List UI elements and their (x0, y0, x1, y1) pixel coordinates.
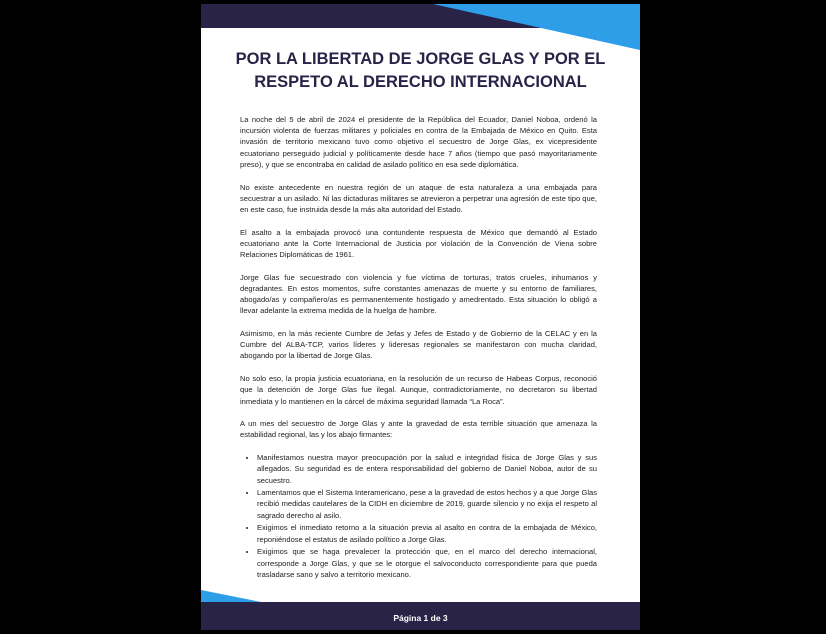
paragraph: El asalto a la embajada provocó una contundente respuesta de México que demandó al Estado ecuatoriano ante la Corte Internacional de Justicia por violación de la Convención de Viena sobre Relaciones Diplomáticas de 1961. (240, 227, 597, 260)
page-number: Página 1 de 3 (393, 613, 448, 623)
list-item: • Manifestamos nuestra mayor preocupación por la salud e integridad física de Jorge Glas y sus allegados. Su seguridad es de entera responsabilidad del gobierno de Daniel Noboa, autor de su secuestro. (257, 452, 597, 486)
document-title: POR LA LIBERTAD DE JORGE GLAS Y POR EL RESPETO AL DERECHO INTERNACIONAL (235, 50, 606, 91)
document-page (201, 4, 640, 630)
list-item: • Lamentamos que el Sistema Interamericano, pese a la gravedad de estos hechos y a que Jorge Glas recibió medidas cautelares de la CIDH en diciembre de 2019, guarde silencio y no exija el respeto al sagrado derecho al asilo. (257, 487, 597, 521)
paragraph: No solo eso, la propia justicia ecuatoriana, en la resolución de un recurso de Habeas Corpus, reconoció que la detención de Jorge Glas fue ilegal. Aunque, contradictoriamente, no decretaron su libertad inmediata y lo mantienen en la cárcel de máxima seguridad llamada “La Roca”. (240, 374, 597, 406)
paragraph: Jorge Glas fue secuestrado con violencia y fue víctima de torturas, tratos crueles, inhumanos y degradantes. En estos momentos, sufre constantes amenazas de muerte y su entorno de familiares, abogado/as y compañero/as es permanentemente hostigado y amedrentado. Esta situación lo obligó a llevar adelante la extrema medida de la huelga de hambre. (240, 272, 597, 316)
paragraph: La noche del 5 de abril de 2024 el presidente de la República del Ecuador, Daniel Noboa, ordenó la incursión violenta de fuerzas militares y policiales en contra de la Embajada de México en Quito. Esta invasión de territorio mexicano tuvo como objetivo el secuestro de Jorge Glas, ex vicepresidente ecuatoriano perseguido judicial y políticamente desde hace 7 años (tiempo que pasó mayoritariamente preso), y que se encontraba en calidad de asilado político en esa sede diplomática. (240, 115, 597, 169)
document-body (240, 114, 597, 581)
paragraph: No existe antecedente en nuestra región de un ataque de esta naturaleza a una embajada para secuestrar a un asilado. Ni las dictaduras militares se atrevieron a perpetrar una agresión de este tipo que, en este caso, fue instruida desde la más alta autoridad del Estado. (240, 182, 597, 214)
demands-list (240, 452, 597, 580)
list-item: • Exigimos que se haga prevalecer la protección que, en el marco del derecho internacional, corresponde a Jorge Glas, y que se le otorgue el salvoconducto correspondiente para que pueda trasladarse sano y salvo a territorio mexicano. (257, 546, 597, 580)
paragraph: Asimismo, en la más reciente Cumbre de Jefas y Jefes de Estado y de Gobierno de la CELAC y en la Cumbre del ALBA-TCP, varios líderes y lideresas regionales se manifestaron con mucha claridad, abogando por la libertad de Jorge Glas. (240, 329, 597, 361)
header-accent-stripe (201, 4, 640, 50)
paragraph: A un mes del secuestro de Jorge Glas y ante la gravedad de esta terrible situación que amenaza la estabilidad regional, las y los abajo firmantes: (240, 419, 597, 440)
list-item: • Exigimos el inmediato retorno a la situación previa al asalto en contra de la embajada de México, reponiéndose el estatus de asilado político a Jorge Glas. (257, 522, 597, 544)
